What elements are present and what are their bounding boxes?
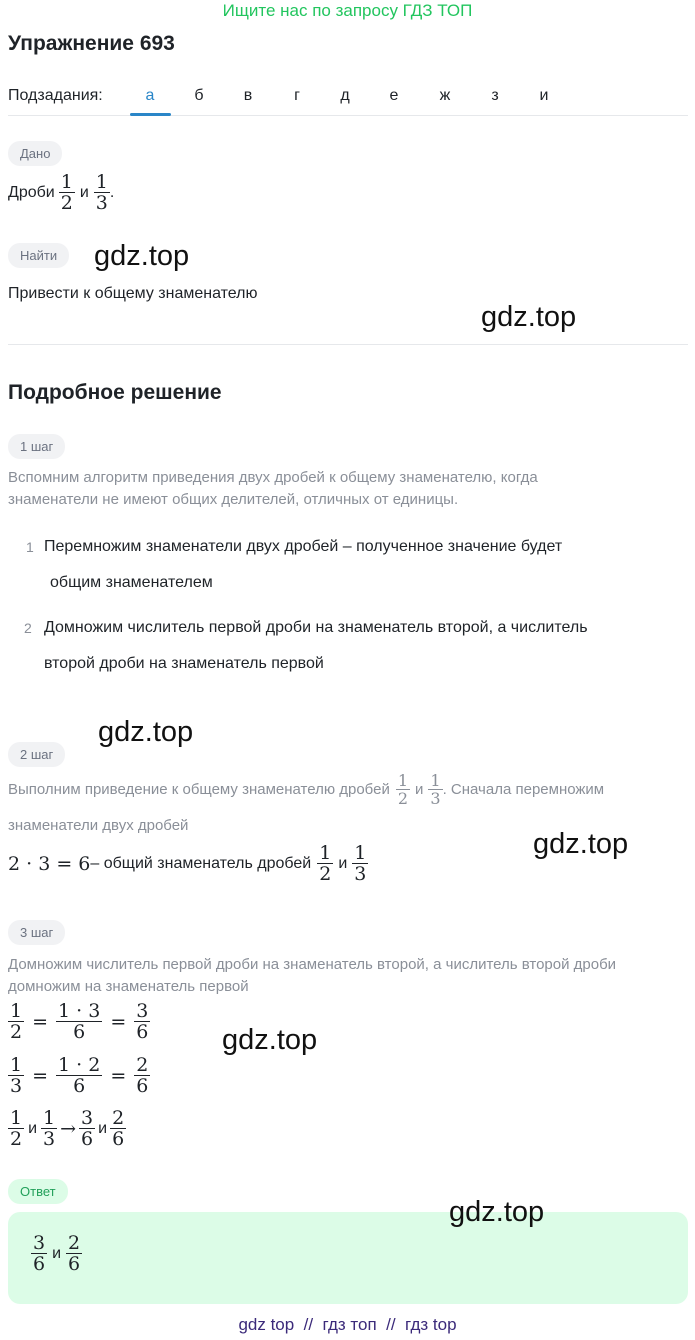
step3-equation-3: $\frac{1}{2}$ и $\frac{1}{3}$ → $\frac{3}{6}$ и $\frac{2}{6}$ <box>10 1107 125 1150</box>
solution-heading: Подробное решение <box>8 381 222 404</box>
answer-fraction-2: $\frac{2}{6}$ <box>68 1232 81 1275</box>
step3-intro-line2: домножим на знаменатель первой <box>8 978 249 995</box>
watermark: gdz.top <box>222 1024 318 1056</box>
step2-chip: 2 шаг <box>8 742 65 767</box>
watermark: gdz.top <box>94 240 190 272</box>
given-chip: Дано <box>8 141 62 166</box>
step2-fraction-2: $\frac{1}{3}$ <box>354 842 367 885</box>
given-text: Дроби $\frac{1}{2}$ и $\frac{1}{3}$ . <box>8 171 115 214</box>
find-chip: Найти <box>8 243 69 268</box>
given-fraction-1: $\frac{1}{2}$ <box>60 171 73 214</box>
watermark: gdz.top <box>481 301 577 333</box>
arrow-icon: → <box>60 1117 77 1140</box>
given-fraction-2: $\frac{1}{3}$ <box>95 171 108 214</box>
tab-g[interactable]: г <box>294 87 300 104</box>
tabs-divider <box>8 115 688 116</box>
watermark: gdz.top <box>533 828 629 860</box>
step1-intro-line1: Вспомним алгоритм приведения двух дробей к общему знаменателю, когда <box>8 469 538 486</box>
section-divider <box>8 344 688 345</box>
given-prefix: Дроби <box>8 183 55 201</box>
step2-fraction-1: $\frac{1}{2}$ <box>319 842 332 885</box>
step1-item2-number: 2 <box>24 620 32 636</box>
step2-intro-line2: знаменатели двух дробей <box>8 817 189 834</box>
step1-item1-line1: Перемножим знаменатели двух дробей – полученное значение будет <box>44 538 563 555</box>
given-and: и <box>79 183 89 201</box>
tab-v[interactable]: в <box>243 87 253 104</box>
find-text: Привести к общему знаменателю <box>8 285 258 302</box>
answer-content: $\frac{3}{6}$ и $\frac{2}{6}$ <box>33 1232 81 1275</box>
search-banner: Ищите нас по запросу ГДЗ ТОП <box>222 1 473 20</box>
step1-item1-number: 1 <box>26 539 34 555</box>
answer-chip: Ответ <box>8 1179 68 1204</box>
page-title: Упражнение 693 <box>8 32 175 55</box>
answer-box <box>8 1212 688 1304</box>
step1-item2-line2: второй дроби на знаменатель первой <box>44 655 324 672</box>
step1-chip: 1 шаг <box>8 434 65 459</box>
step3-intro-line1: Домножим числитель первой дроби на знаменатель второй, а числитель второй дроби <box>8 956 617 973</box>
watermark: gdz.top <box>449 1196 545 1228</box>
active-tab-indicator <box>130 113 171 116</box>
tab-i[interactable]: и <box>539 87 549 104</box>
watermark: gdz.top <box>98 716 194 748</box>
step2-intro-fraction-1: $\frac{1}{2}$ <box>397 771 409 808</box>
step1-intro-line2: знаменатели не имеют общих делителей, отличных от единицы. <box>8 491 459 508</box>
step3-equation-1: $\frac{1}{2}$ = $\frac{1 \cdot 3}{6}$ = $\frac{3}{6}$ <box>10 1000 149 1043</box>
tab-a[interactable]: а <box>145 87 155 104</box>
footer-links[interactable]: gdz top // гдз топ // гдз top <box>238 1315 457 1334</box>
step2-intro-line1: Выполним приведение к общему знаменателю дробей $\frac{1}{2}$ и $\frac{1}{3}$ . Сначала перемножим <box>8 771 605 808</box>
tab-z[interactable]: з <box>491 87 499 104</box>
subtasks-label: Подзадания: <box>8 87 103 104</box>
step3-chip: 3 шаг <box>8 920 65 945</box>
step2-product: 2 · 3 = 6 <box>8 852 91 875</box>
step3-equation-2: $\frac{1}{3}$ = $\frac{1 \cdot 2}{6}$ = $\frac{2}{6}$ <box>10 1054 149 1097</box>
tab-d[interactable]: д <box>340 87 350 104</box>
tab-e[interactable]: е <box>389 87 399 104</box>
step1-item1-line2: общим знаменателем <box>50 574 213 591</box>
step2-intro-fraction-2: $\frac{1}{3}$ <box>430 771 441 808</box>
tab-b[interactable]: б <box>194 87 204 104</box>
step1-item2-line1: Домножим числитель первой дроби на знаменатель второй, а числитель <box>44 619 588 636</box>
step2-calculation: 2 · 3 = 6 – общий знаменатель дробей $\frac{1}{2}$ и $\frac{1}{3}$ <box>8 842 367 885</box>
answer-fraction-1: $\frac{3}{6}$ <box>33 1232 46 1275</box>
tab-zh[interactable]: ж <box>439 87 451 104</box>
